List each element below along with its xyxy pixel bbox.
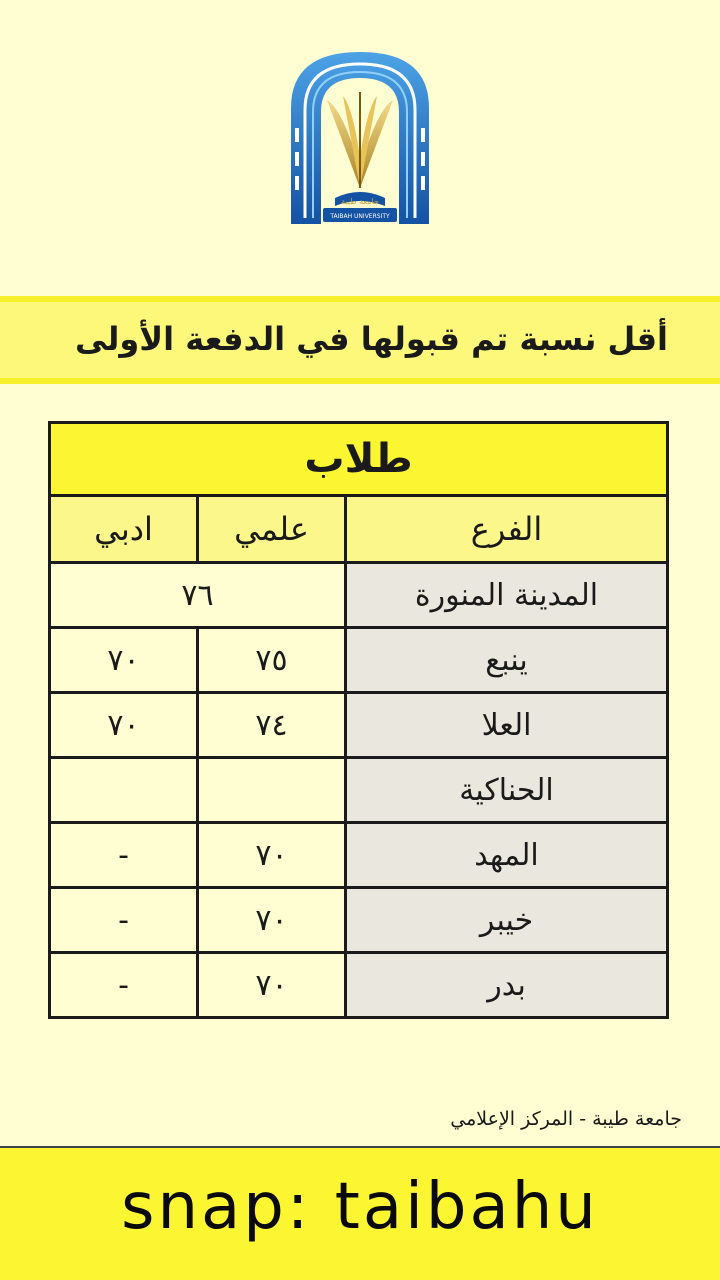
- cell-literary: [50, 758, 198, 823]
- logo-arabic-text: جامعة طيبة: [341, 197, 379, 206]
- cell-scientific: ٧٠: [198, 823, 346, 888]
- table-row: [50, 888, 668, 953]
- cell-branch: بدر: [346, 953, 668, 1018]
- cell-branch: ينبع: [346, 628, 668, 693]
- cell-literary: -: [50, 953, 198, 1018]
- cell-branch: خيبر: [346, 888, 668, 953]
- table-row: [50, 628, 668, 693]
- table-title-row: [50, 423, 668, 496]
- table-header-row: [50, 496, 668, 563]
- cell-literary: -: [50, 823, 198, 888]
- snapchat-bar: [0, 1146, 720, 1280]
- cell-branch: الحناكية: [346, 758, 668, 823]
- cell-literary: -: [50, 888, 198, 953]
- cell-scientific: ٧٥: [198, 628, 346, 693]
- table-row: [50, 758, 668, 823]
- cell-scientific: ٧٤: [198, 693, 346, 758]
- table-row: [50, 693, 668, 758]
- table-row: [50, 563, 668, 628]
- cell-literary: ٧٠: [50, 628, 198, 693]
- cell-branch: العلا: [346, 693, 668, 758]
- title-banner: [0, 296, 720, 384]
- header-branch: الفرع: [346, 496, 668, 563]
- logo-english-text: TAIBAH UNIVERSITY: [330, 213, 390, 220]
- table-row: [50, 823, 668, 888]
- snapchat-handle: snap: taibahu: [121, 1170, 599, 1244]
- cell-branch: المهد: [346, 823, 668, 888]
- admission-table: [48, 421, 669, 1019]
- cell-scientific: ٧٠: [198, 888, 346, 953]
- table-row: [50, 953, 668, 1018]
- media-center-note: جامعة طيبة - المركز الإعلامي: [450, 1108, 682, 1130]
- cell-scientific: ٧٠: [198, 953, 346, 1018]
- cell-combined: ٧٦: [50, 563, 346, 628]
- cell-branch: المدينة المنورة: [346, 563, 668, 628]
- cell-scientific: [198, 758, 346, 823]
- header-scientific: علمي: [198, 496, 346, 563]
- taibah-university-logo-icon: [287, 48, 433, 228]
- header-literary: ادبي: [50, 496, 198, 563]
- cell-literary: ٧٠: [50, 693, 198, 758]
- table-title: طلاب: [50, 423, 668, 496]
- banner-title: أقل نسبة تم قبولها في الدفعة الأولى: [74, 320, 668, 358]
